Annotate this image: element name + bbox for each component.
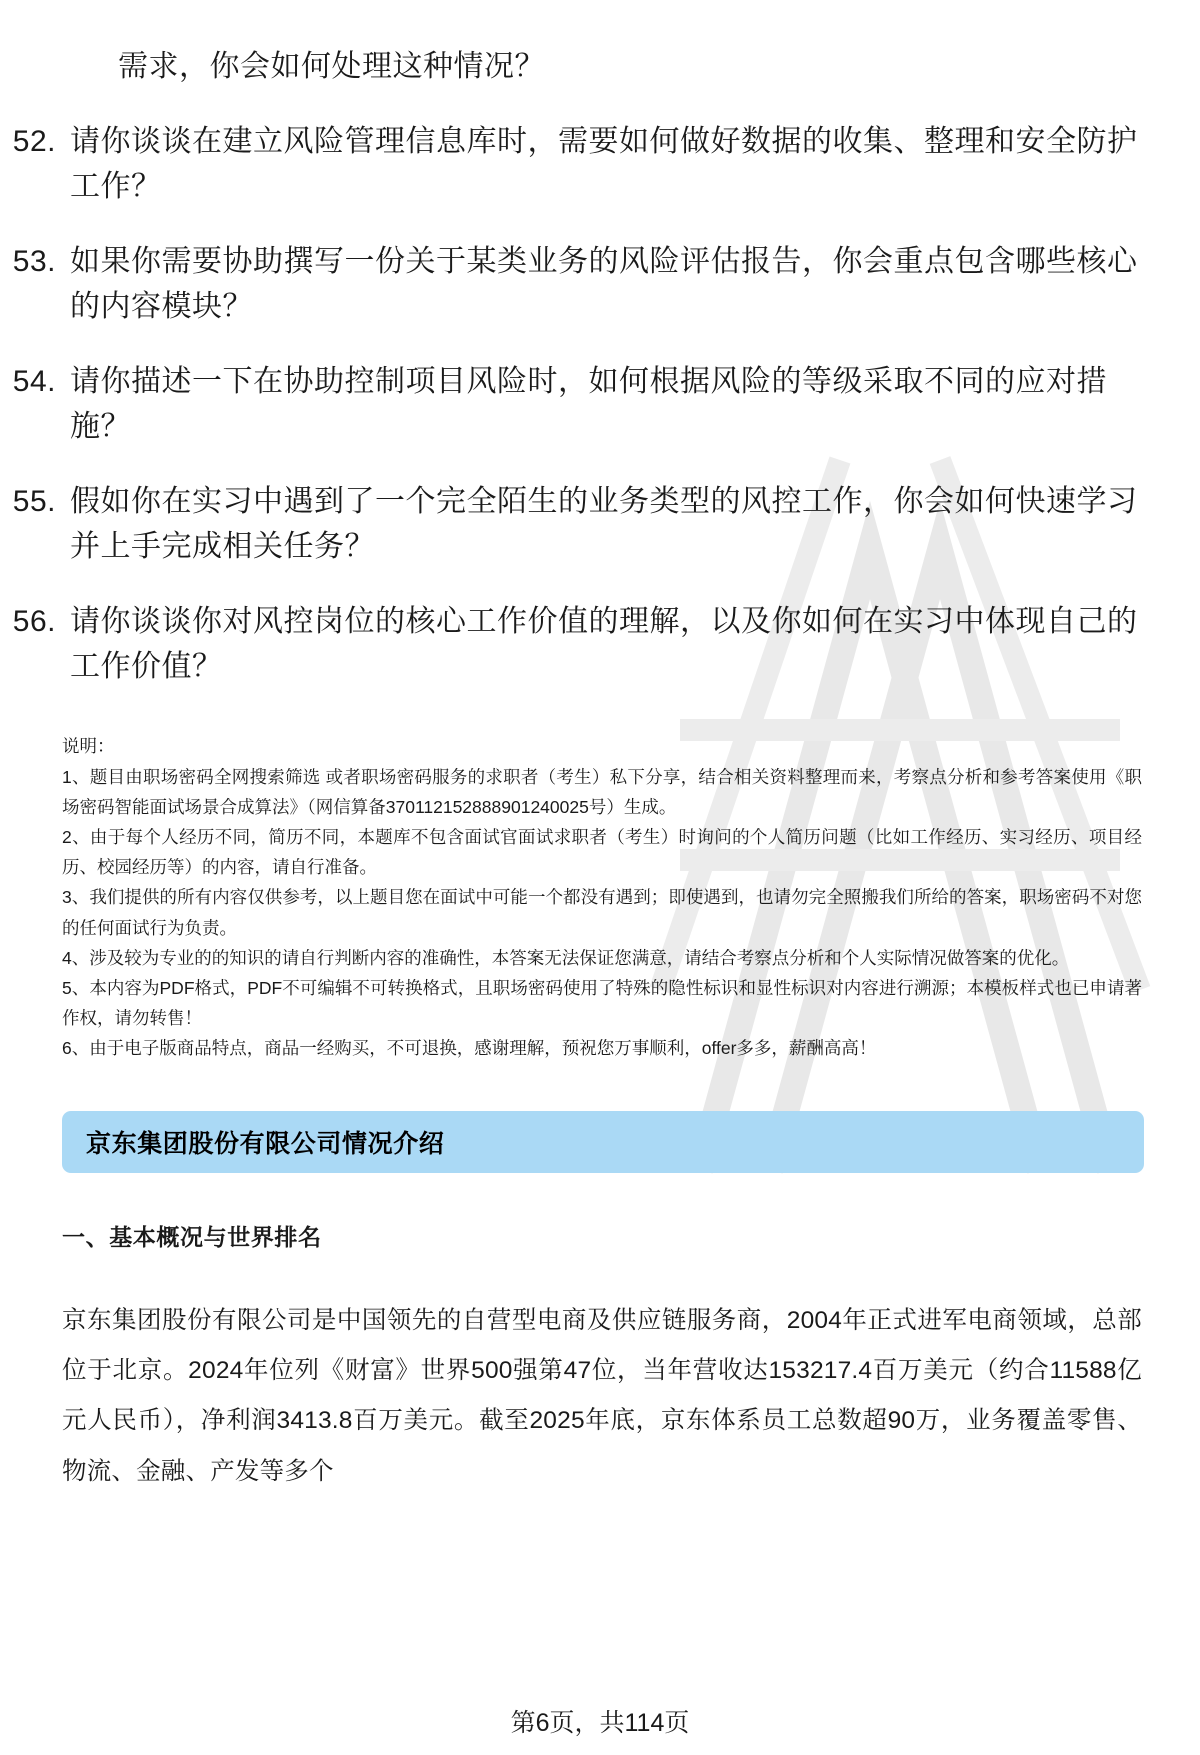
section-banner-title: 京东集团股份有限公司情况介绍	[86, 1130, 445, 1159]
section-paragraph: 京东集团股份有限公司是中国领先的自营型电商及供应链服务商，2004年正式进军电商领域，总部位于北京。2024年位列《财富》世界500强第47位，当年营收达153217.4百万美元（约合11588亿元人民币），净利润3413.8百万美元。截至2025年底，京东体系员工总数超90万，业务覆盖零售、物流、金融、产发等多个	[62, 1307, 1142, 1485]
question-number: 54.	[12, 365, 56, 398]
note-item: 3、我们提供的所有内容仅供参考，以上题目您在面试中可能一个都没有遇到；即使遇到，也请勿完全照搬我们所给的答案，职场密码不对您的任何面试行为负责。	[62, 887, 1142, 938]
note-item: 2、由于每个人经历不同，简历不同，本题库不包含面试官面试求职者（考生）时询问的个人简历问题（比如工作经历、实习经历、项目经历、校园经历等）的内容，请自行准备。	[62, 827, 1142, 878]
question-text: 如果你需要协助撰写一份关于某类业务的风险评估报告，你会重点包含哪些核心的内容模块？	[70, 245, 1138, 323]
question-number: 56.	[12, 605, 56, 638]
question-item	[0, 119, 1154, 209]
note-item: 5、本内容为PDF格式，PDF不可编辑不可转换格式，且职场密码使用了特殊的隐性标识和显性标识对内容进行溯源；本模板样式也已申请著作权，请勿转售！	[62, 977, 1142, 1028]
note-item: 4、涉及较为专业的的知识的请自行判断内容的准确性，本答案无法保证您满意，请结合考察点分析和个人实际情况做答案的优化。	[62, 947, 1070, 968]
question-text: 假如你在实习中遇到了一个完全陌生的业务类型的风控工作，你会如何快速学习并上手完成相关任务？	[70, 485, 1138, 563]
question-text: 请你谈谈在建立风险管理信息库时，需要如何做好数据的收集、整理和安全防护工作？	[70, 125, 1138, 203]
question-text: 请你描述一下在协助控制项目风险时，如何根据风险的等级采取不同的应对措施？	[70, 365, 1107, 443]
question-item	[0, 359, 1154, 449]
note-item: 1、题目由职场密码全网搜索筛选 或者职场密码服务的求职者（考生）私下分享，结合相关资料整理而来，考察点分析和参考答案使用《职场密码智能面试场景合成算法》（网信算备370112152888901240025号）生成。	[62, 767, 1142, 818]
notes-title: 说明：	[62, 736, 115, 756]
notes-block	[0, 731, 1200, 1063]
question-item	[0, 239, 1154, 329]
continued-question-text: 需求，你会如何处理这种情况？	[118, 50, 545, 83]
note-item: 6、由于电子版商品特点，商品一经购买，不可退换，感谢理解，预祝您万事顺利，offer多多，薪酬高高！	[62, 1037, 877, 1058]
section-heading: 一、基本概况与世界排名	[62, 1224, 322, 1251]
question-item	[0, 599, 1154, 689]
question-number: 53.	[12, 245, 56, 278]
section-banner	[62, 1111, 1144, 1173]
page-footer: 第6页，共114页	[510, 1709, 690, 1737]
question-text: 请你谈谈你对风控岗位的核心工作价值的理解，以及你如何在实习中体现自己的工作价值？	[70, 605, 1138, 683]
question-list	[0, 119, 1200, 689]
question-item	[0, 479, 1154, 569]
question-number: 52.	[12, 125, 56, 158]
question-number: 55.	[12, 485, 56, 518]
